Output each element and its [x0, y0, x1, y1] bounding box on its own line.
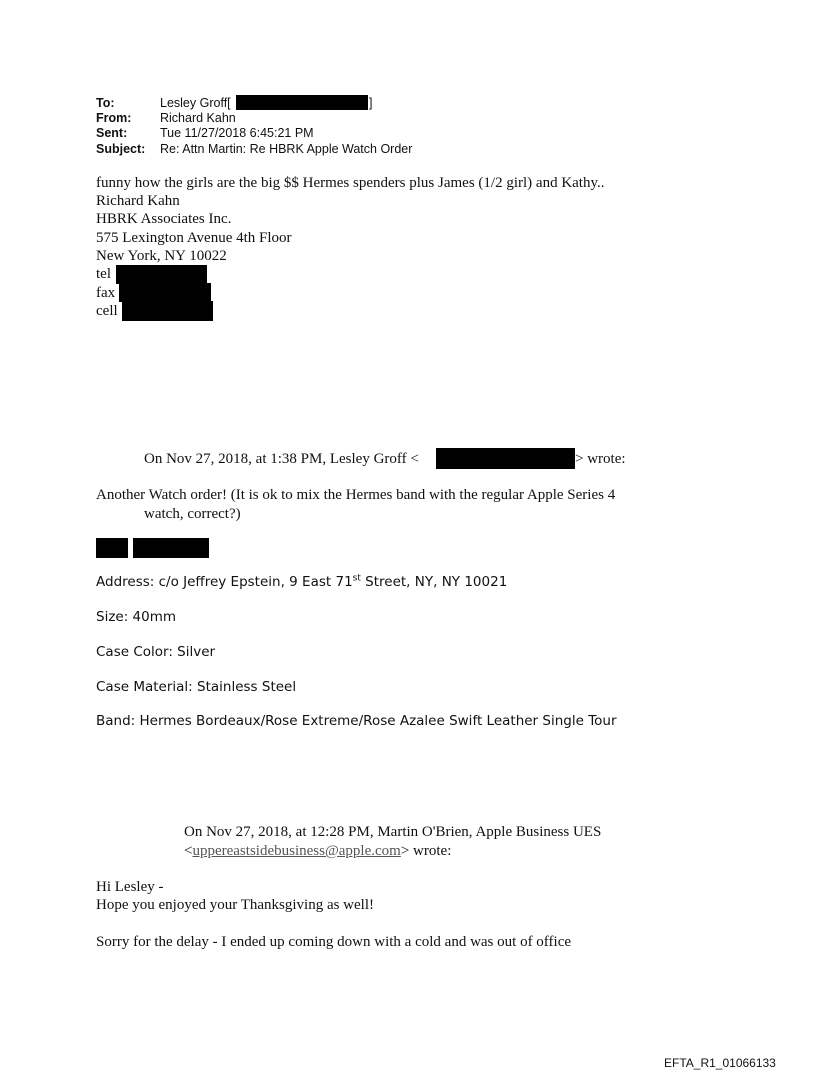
redaction-box — [236, 95, 368, 110]
redaction-box — [119, 283, 211, 302]
sent-label: Sent: — [96, 126, 128, 140]
quote2-greeting: Hi Lesley - — [96, 879, 164, 895]
redaction-box — [96, 538, 128, 558]
signature-name: Richard Kahn — [96, 193, 180, 209]
quote2-line1: Hope you enjoyed your Thanksgiving as well! — [96, 897, 375, 913]
quote1-intro-post: > wrote: — [575, 451, 626, 467]
to-close-bracket: ] — [369, 96, 373, 110]
to-label: To: — [96, 96, 115, 110]
document-id: EFTA_R1_01066133 — [664, 1056, 776, 1070]
subject-label: Subject: — [96, 142, 146, 156]
from-label: From: — [96, 111, 132, 125]
quote1-intro-pre: On Nov 27, 2018, at 1:38 PM, Lesley Groff < — [144, 451, 419, 467]
quote2-wrote: > wrote: — [400, 843, 452, 859]
quote2-intro-line2 — [184, 842, 451, 861]
order-size: Size: 40mm — [96, 609, 177, 625]
address-text: Address: c/o Jeffrey Epstein, 9 East 71 — [96, 574, 353, 590]
redaction-box — [116, 265, 207, 284]
signature-address1: 575 Lexington Avenue 4th Floor — [96, 230, 292, 246]
from-value: Richard Kahn — [160, 111, 236, 125]
apple-email-link[interactable]: uppereastsidebusiness@apple.com — [192, 843, 401, 859]
subject-value: Re: Attn Martin: Re HBRK Apple Watch Order — [160, 142, 413, 156]
to-value: Lesley Groff[ — [160, 96, 231, 110]
signature-fax-label: fax — [96, 285, 116, 301]
order-case-material: Case Material: Stainless Steel — [96, 679, 297, 695]
order-case-color: Case Color: Silver — [96, 644, 216, 660]
signature-company: HBRK Associates Inc. — [96, 211, 232, 227]
address-text-rest: Street, NY, NY 10021 — [360, 574, 508, 590]
order-band: Band: Hermes Bordeaux/Rose Extreme/Rose Azalee Swift Leather Single Tour — [96, 713, 617, 729]
quote1-body-line1: Another Watch order! (It is ok to mix the Hermes band with the regular Apple Series 4 — [96, 487, 616, 503]
address-superscript: st — [352, 573, 361, 584]
redaction-box — [133, 538, 209, 558]
signature-cell-label: cell — [96, 303, 118, 319]
order-address — [96, 574, 507, 590]
quote1-body-line2: watch, correct?) — [144, 506, 241, 522]
quote2-line2: Sorry for the delay - I ended up coming down with a cold and was out of office — [96, 934, 572, 950]
redaction-box — [122, 301, 213, 321]
quote2-lt: < — [184, 843, 193, 859]
redaction-box — [436, 448, 575, 469]
signature-tel-label: tel — [96, 266, 111, 282]
signature-address2: New York, NY 10022 — [96, 248, 227, 264]
quote2-intro-line1: On Nov 27, 2018, at 12:28 PM, Martin O'Brien, Apple Business UES — [184, 824, 602, 840]
sent-value: Tue 11/27/2018 6:45:21 PM — [160, 126, 314, 140]
reply-body: funny how the girls are the big $$ Hermes spenders plus James (1/2 girl) and Kathy.. — [96, 175, 605, 191]
